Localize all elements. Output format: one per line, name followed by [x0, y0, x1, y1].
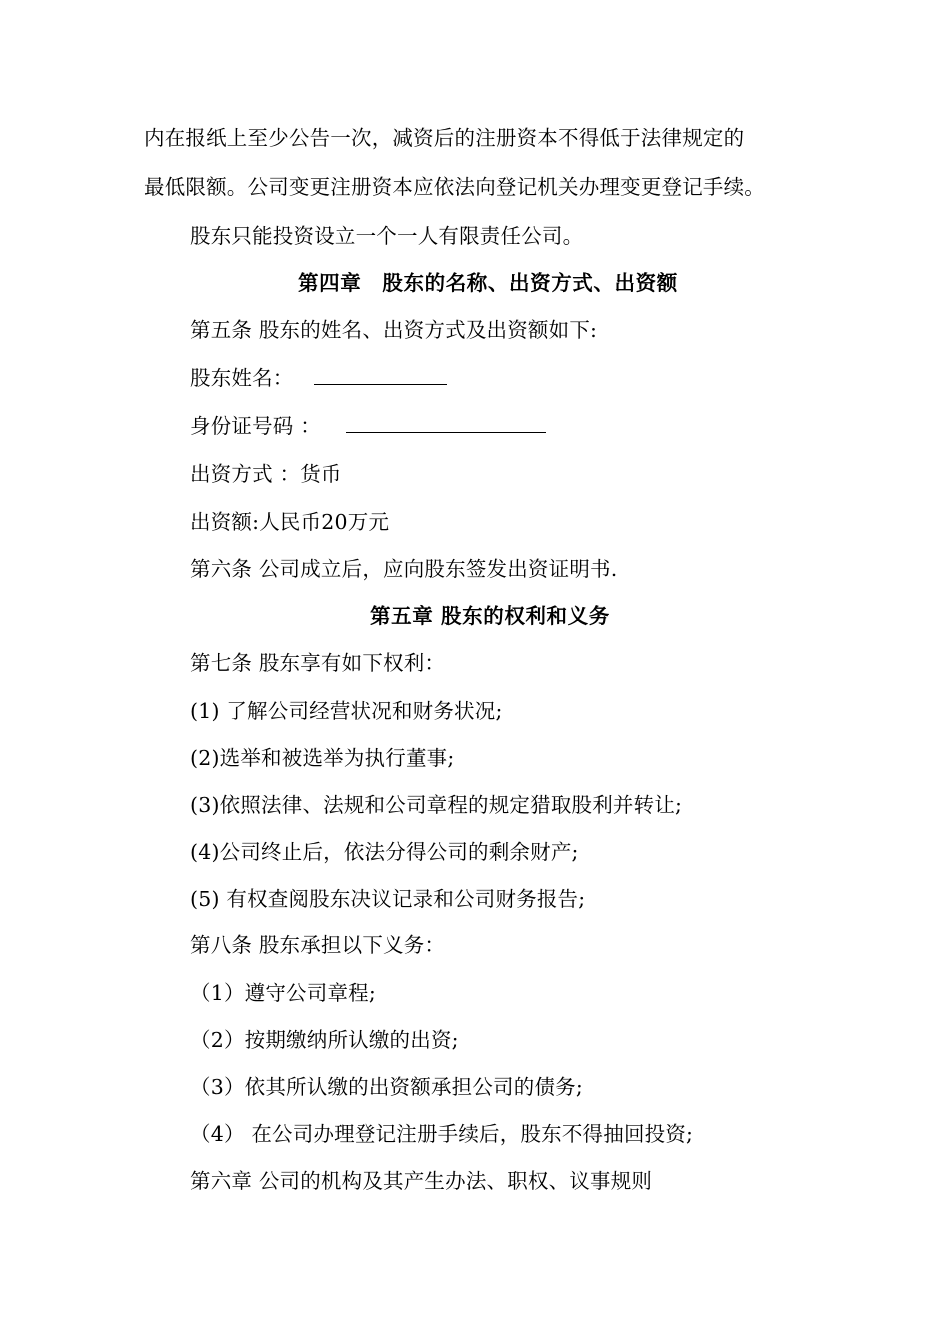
- duty-item: （3）依其所认缴的出资额承担公司的债务;: [190, 1075, 583, 1099]
- duty-item: （4） 在公司办理登记注册手续后，股东不得抽回投资;: [190, 1122, 694, 1146]
- chapter-5-title: 第五章 股东的权利和义务: [370, 604, 610, 628]
- right-item: (1) 了解公司经营状况和财务状况;: [190, 699, 503, 723]
- shareholder-name-row: [190, 366, 447, 390]
- contribution-amount: 出资额:人民币20万元: [190, 510, 390, 534]
- right-item: (3)依照法律、法规和公司章程的规定猎取股利并转让;: [190, 793, 683, 817]
- id-number-row: [190, 414, 546, 438]
- contribution-method: 出资方式 ：货币: [190, 462, 342, 486]
- right-item: (2)选举和被选举为执行董事;: [190, 746, 455, 770]
- right-item: (5) 有权查阅股东决议记录和公司财务报告;: [190, 887, 586, 911]
- right-item: (4)公司终止后，依法分得公司的剩余财产;: [190, 840, 579, 864]
- article-7: 第七条 股东享有如下权利：: [190, 651, 446, 675]
- paragraph-line: 最低限额。公司变更注册资本应依法向登记机关办理变更登记手续。: [144, 175, 765, 199]
- article-6: 第六条 公司成立后，应向股东签发出资证明书.: [190, 557, 618, 581]
- duty-item: （1）遵守公司章程;: [190, 981, 376, 1005]
- article-8: 第八条 股东承担以下义务：: [190, 933, 446, 957]
- chapter-4-title: 第四章 股东的名称、出资方式、出资额: [298, 271, 678, 295]
- id-number-blank: [346, 414, 546, 433]
- chapter-6-title: 第六章 公司的机构及其产生办法、职权、议事规则: [190, 1169, 653, 1193]
- shareholder-name-label: 股东姓名：: [190, 366, 294, 390]
- shareholder-name-blank: [314, 366, 447, 385]
- duty-item: （2）按期缴纳所认缴的出资;: [190, 1028, 459, 1052]
- paragraph-line: 内在报纸上至少公告一次，减资后的注册资本不得低于法律规定的: [144, 126, 745, 150]
- id-number-label: 身份证号码 ：: [190, 414, 321, 438]
- article-5: 第五条 股东的姓名、出资方式及出资额如下:: [190, 318, 598, 342]
- paragraph-one-company: 股东只能投资设立一个一人有限责任公司。: [190, 224, 584, 248]
